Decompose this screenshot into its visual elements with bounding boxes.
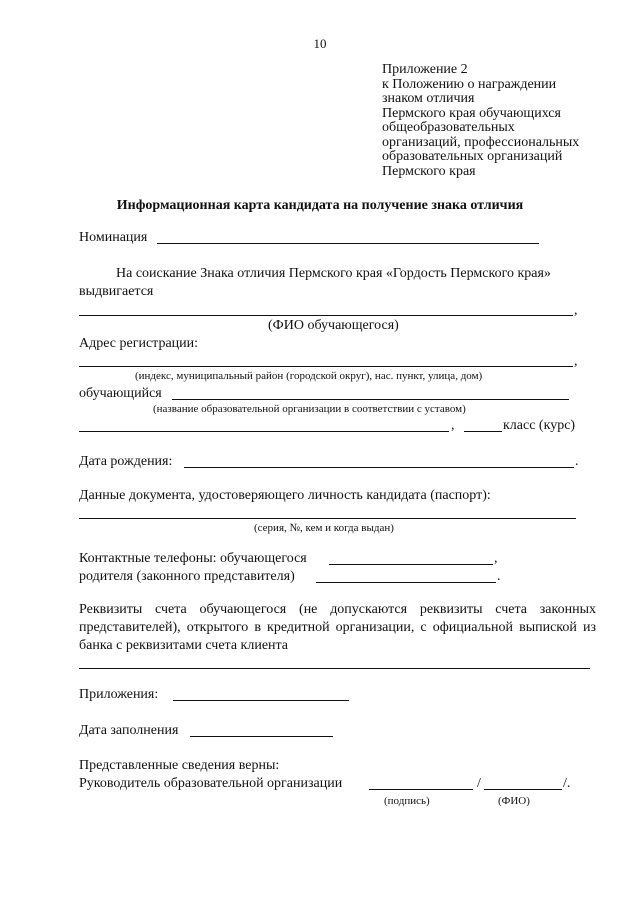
class-label: класс (курс) — [503, 418, 576, 433]
head-fio-hint: (ФИО) — [498, 795, 530, 807]
signature-field[interactable] — [369, 789, 473, 790]
fill-date-field[interactable] — [190, 736, 333, 737]
document-field[interactable] — [79, 518, 576, 519]
fio-hint: (ФИО обучающегося) — [268, 318, 399, 333]
signature-hint: (подпись) — [384, 795, 430, 807]
attachments-label: Приложения: — [79, 687, 159, 702]
appendix-line: Пермского края обучающихся — [382, 105, 561, 121]
parent-phone-field[interactable] — [316, 582, 496, 583]
comma: , — [574, 303, 578, 318]
appendix-line: общеобразовательных — [382, 120, 515, 135]
address-hint: (индекс, муниципальный район (городской округ), нас. пункт, улица, дом) — [135, 370, 483, 382]
student-phone-field[interactable] — [329, 564, 493, 565]
period: . — [575, 454, 579, 469]
nominee-intro-line1: На соискание Знака отличия Пермского края «Гордость Пермского края» — [116, 266, 551, 281]
fill-date-label: Дата заполнения — [79, 723, 179, 738]
organization-hint: (название образовательной организации в соответствии с уставом) — [153, 403, 466, 415]
appendix-line: знаком отличия — [382, 91, 475, 106]
address-label: Адрес регистрации: — [79, 336, 199, 351]
phones-label: Контактные телефоны: обучающегося — [79, 551, 307, 566]
comma: , — [451, 418, 455, 433]
page-title: Информационная карта кандидата на получение знака отличия — [116, 198, 524, 213]
document-label: Данные документа, удостоверяющего личность кандидата (паспорт): — [79, 488, 491, 503]
parents-label: родителя (законного представителя) — [79, 569, 295, 584]
nominee-intro-line2: выдвигается — [79, 284, 154, 299]
birth-date-field[interactable] — [184, 467, 574, 468]
fio-field[interactable] — [79, 315, 573, 316]
organization-field-continued[interactable] — [79, 431, 449, 432]
student-label: обучающийся — [79, 386, 162, 401]
attachments-field[interactable] — [173, 700, 349, 701]
slash-end: /. — [563, 776, 571, 791]
address-field[interactable] — [79, 366, 573, 367]
head-label: Руководитель образовательной организации — [79, 776, 343, 791]
appendix-line: Пермского края — [382, 163, 476, 179]
nomination-label: Номинация — [79, 230, 148, 245]
comma: , — [494, 551, 498, 566]
appendix-line: образовательных организаций — [382, 149, 563, 164]
appendix-line: к Положению о награждении — [382, 76, 557, 92]
appendix-line: Приложение 2 — [382, 62, 468, 77]
organization-field[interactable] — [172, 399, 569, 400]
appendix-block — [382, 63, 579, 179]
class-field[interactable] — [464, 431, 502, 432]
slash: / — [477, 776, 481, 791]
head-fio-field[interactable] — [484, 789, 562, 790]
nomination-field[interactable] — [157, 243, 539, 244]
bank-details-field[interactable] — [79, 668, 590, 669]
document-hint: (серия, №, кем и когда выдан) — [254, 522, 394, 534]
comma: , — [574, 354, 578, 369]
period: . — [497, 569, 501, 584]
page-number: 10 — [313, 36, 327, 51]
bank-details-text: Реквизиты счета обучающегося (не допускаются реквизиты счета законных представителей), открытого в кредитной организации, с официальной выпиской из банка с реквизитами счета клиента — [79, 602, 596, 653]
confirm-text: Представленные сведения верны: — [79, 758, 280, 773]
appendix-line: организаций, профессиональных — [382, 134, 580, 150]
birth-date-label: Дата рождения: — [79, 454, 173, 469]
